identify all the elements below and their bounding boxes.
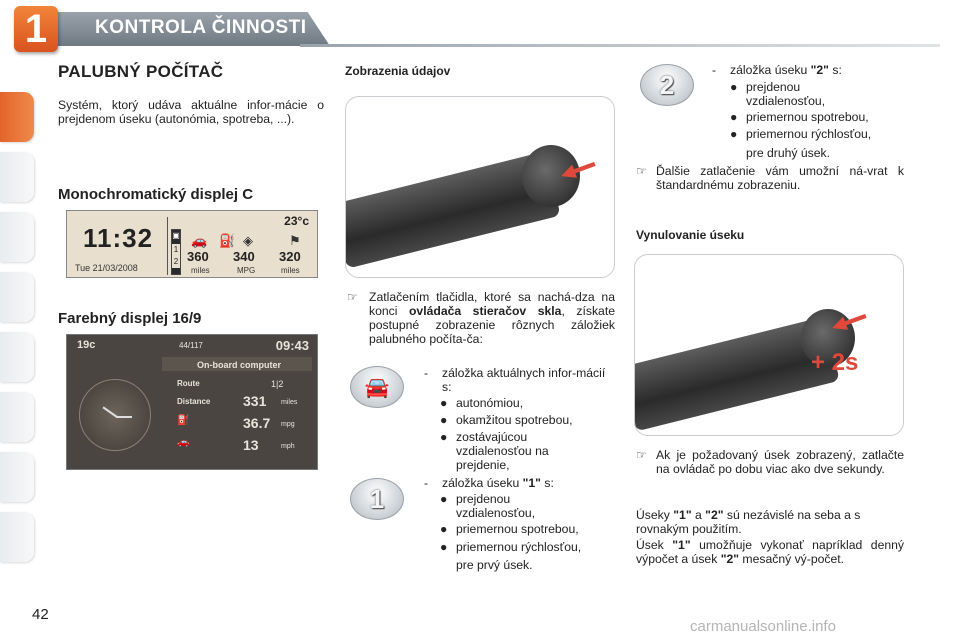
- chapter-tab[interactable]: [0, 452, 34, 502]
- mono-unit: miles: [191, 266, 210, 275]
- list-item: priemernou spotrebou,: [456, 522, 579, 536]
- dash: -: [424, 366, 429, 380]
- car-badge-icon: 🚘: [350, 366, 404, 408]
- sections-text: Úseky "1" a "2" sú nezávislé na seba a s rovnakým použitím.: [636, 508, 861, 536]
- list-item: prejdenou vzdialenosťou,: [456, 492, 536, 520]
- mono-temperature: 23°c: [284, 214, 309, 228]
- color-row-value: 331: [243, 393, 267, 409]
- car-icon: 🚗: [177, 437, 190, 448]
- hold-2s-label: + 2s: [811, 349, 859, 376]
- color-display-heading: Farebný displej 16/9: [58, 310, 202, 327]
- chapter-tabs: [0, 62, 40, 572]
- route-steps: 1|2: [271, 379, 284, 389]
- reset-heading: Vynulovanie úseku: [636, 228, 745, 242]
- chapter-title: KONTROLA ČINNOSTI: [95, 17, 307, 38]
- page-header: [0, 0, 960, 58]
- tab1-tail: pre prvý úsek.: [456, 558, 533, 572]
- fuel-icon: ⛽: [177, 415, 190, 426]
- color-row-unit: mph: [281, 443, 295, 450]
- note-icon: ☞: [347, 290, 358, 304]
- press-text: Zatlačením tlačidla, ktoré sa nachá-dza na konci ovládača stieračov skla, získate postupné zobrazenie rôznych záložiek palubného počíta-ča:: [369, 290, 615, 346]
- dash: -: [712, 63, 717, 77]
- mono-display-heading: Monochromatický displej C: [58, 186, 254, 203]
- color-time: 09:43: [275, 338, 309, 353]
- chapter-tab-active[interactable]: [0, 92, 34, 142]
- list-item: prejdenou vzdialenosťou,: [746, 80, 826, 108]
- color-temperature: 19c: [77, 339, 96, 351]
- trip-2-badge-icon: 2: [640, 64, 694, 106]
- color-row-value: 36.7: [243, 415, 271, 431]
- chapter-tab[interactable]: [0, 272, 34, 322]
- list-item: okamžitou spotrebou,: [456, 413, 573, 427]
- list-item: priemernou rýchlosťou,: [456, 540, 582, 554]
- watermark: carmanualsonline.info: [690, 618, 836, 635]
- mono-value: 360: [187, 249, 209, 264]
- chapter-tab[interactable]: [0, 152, 34, 202]
- tab2-text: záložka úseku "2" s:: [730, 63, 842, 77]
- chapter-tab[interactable]: [0, 332, 34, 382]
- list-item: priemernou spotrebou,: [746, 110, 869, 124]
- note-icon: ☞: [636, 164, 647, 178]
- tab1-text: záložka úseku "1" s:: [442, 476, 554, 490]
- display-heading: Zobrazenia údajov: [345, 64, 451, 78]
- analog-clock: [79, 379, 151, 451]
- color-panel-title: On-board computer: [197, 360, 282, 370]
- car-icon: 🚗: [191, 233, 208, 248]
- page-number: 42: [32, 606, 49, 623]
- note-icon: ☞: [636, 448, 647, 462]
- mono-unit: miles: [281, 266, 300, 275]
- section-title: PALUBNÝ POČÍTAČ: [58, 62, 224, 81]
- chapter-tab[interactable]: [0, 212, 34, 262]
- trip-1-badge-icon: 1: [350, 478, 404, 520]
- color-trip: 44/117: [179, 341, 203, 350]
- chapter-tab[interactable]: [0, 392, 34, 442]
- mono-unit: MPG: [237, 266, 256, 275]
- header-rule: [300, 44, 940, 47]
- usage-text: Úsek "1" umožňuje vykonať napríklad denný výpočet a úsek "2" mesačný vý-počet.: [636, 538, 904, 566]
- mono-divider: [167, 217, 168, 275]
- dash: -: [424, 476, 429, 490]
- color-display: [66, 334, 318, 470]
- mono-value: 340: [233, 249, 255, 264]
- tab2-tail: pre druhý úsek.: [746, 146, 831, 160]
- color-row-value: 13: [243, 437, 259, 453]
- reset-text: Ak je požadovaný úsek zobrazený, zatlačte na ovládač po dobu viac ako dve sekundy.: [656, 448, 904, 476]
- fuel-icon: ⛽: [219, 233, 236, 248]
- intro-text: Systém, ktorý udáva aktuálne infor-mácie o prejdenom úseku (autonómia, spotreba, ...).: [58, 98, 324, 126]
- wiper-stalk-image: [345, 96, 615, 278]
- list-item: priemernou rýchlosťou,: [746, 127, 872, 141]
- list-item: autonómiou,: [456, 396, 524, 410]
- chapter-tab[interactable]: [0, 512, 34, 562]
- mono-display: [66, 210, 318, 278]
- flag-icon: ⚑: [289, 233, 301, 248]
- mono-step-indicator: ▣ 1 2: [171, 229, 181, 275]
- wiper-stalk-reset-image: [634, 254, 904, 436]
- color-row-unit: miles: [281, 399, 298, 406]
- color-row-label: Distance: [177, 397, 211, 406]
- mono-date: Tue 21/03/2008: [75, 263, 138, 273]
- color-row-unit: mpg: [281, 421, 295, 428]
- gauge-icon: ◈: [243, 233, 253, 248]
- chapter-number: 1: [14, 6, 58, 52]
- mono-value: 320: [279, 249, 301, 264]
- color-row-label: Route: [177, 379, 200, 388]
- further-press-text: Ďalšie zatlačenie vám umožní ná-vrat k štandardnému zobrazeniu.: [656, 164, 904, 192]
- list-item: zostávajúcou vzdialenosťou na prejdenie,: [456, 430, 549, 472]
- mono-time: 11:32: [83, 223, 154, 253]
- tab-current-text: záložka aktuálnych infor-mácií s:: [442, 366, 606, 394]
